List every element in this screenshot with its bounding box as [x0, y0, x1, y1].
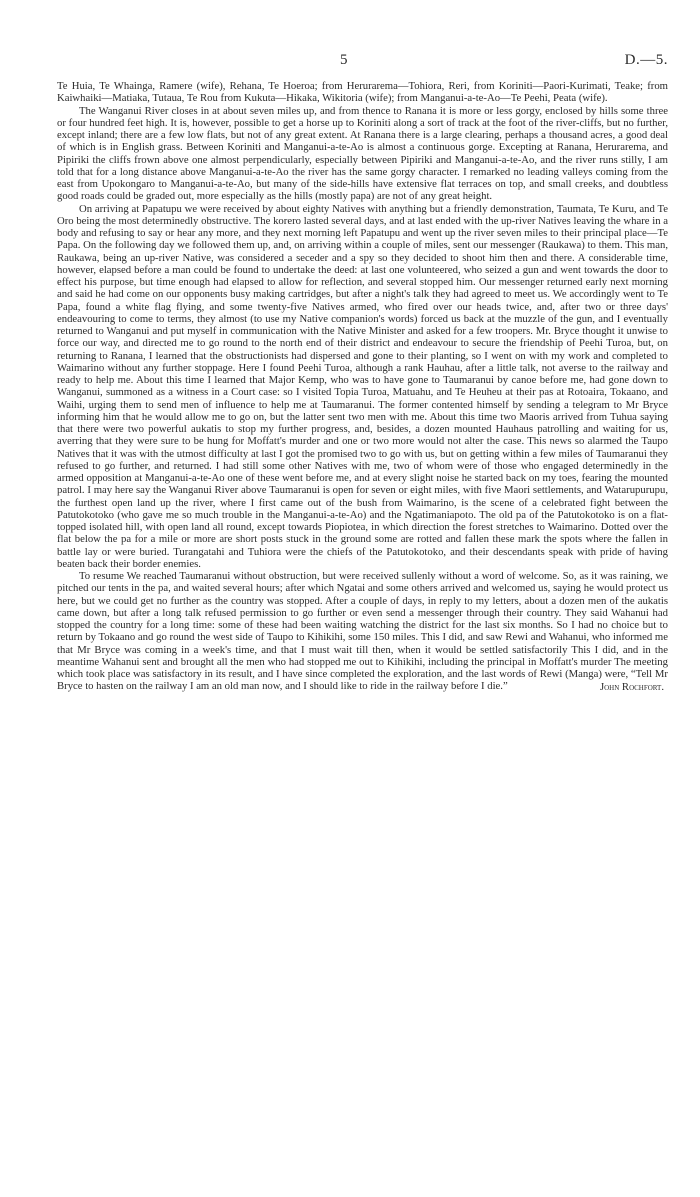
page-header — [0, 52, 700, 72]
page-number: 5 — [340, 52, 348, 68]
author-signature: John Rochfort. — [599, 680, 664, 693]
paragraph-river-description: The Wanganui River closes in at about seven miles up, and from thence to Ranana it is more or less gorgy, enclosed by hills some three or four hundred feet high. It is, however, possible to get a horse up to Koriniti along a sort of track at the foot of the river-cliffs, but no further, except inland; there are a few low flats, but not of any great extent. At Ranana there is a large clearing, perhaps a thousand acres, a good deal of which is in English grass. Between Koriniti and Manganui-a-te-Ao is almost a continuous gorge. Excepting at Ranana, Heruraremа, and Pipiriki the cliffs frown above one almost perpendicularly, especially between Pipiriki and Manganui-a-te-Ao, and the river runs stilly, I am told that for a long distance above Manganui-a-te-Ao the river has the same gorgy character. I remarked no leading valleys coming from the east from Upokongaro to Manganui-a-te-Ao, but many of the side-hills have extensive flat terraces on top, and small creeks, and doubtless good roads could be graded out, more especially as the hills (mostly papa) are not of any great height. — [57, 104, 668, 203]
paragraph-papatupu-account: On arriving at Papatupu we were received by about eighty Natives with anything but a friendly demonstration, Taumata, Te Kuru, and Te Oro being the most determinedly obstructive. The korero lasted several days, and at last ended with the up-river Natives leaving the whare in a body and refusing to say or hear any more, and they next morning left Papatupu and went up the river seven miles to their principal place—Te Papa. On the following day we followed them up, and, on arriving within a couple of miles, sent our messenger (Raukawa) to them. This man, Raukawa, being an up-river Native, was considered a seceder and a spy so they decided to shoot him then and there. A considerable time, however, elapsed before a man could be found to undertake the deed: at last one volunteered, who seized a gun and went towards the door to effect his purpose, but time enough had elapsed to allow for reflection, and several stopped him. Our messenger returned early next morning and said he had come on our opponents busy making cartridges, but after a night's talk they had agreed to meet us. We accordingly went to Te Papa, found a white flag flying, and some twenty-five Natives armed, who fired over our heads twice, and, after two or three days' endeavouring to come to terms, they almost (to use my Native companion's words) forced us back at the muzzle of the gun, and I eventually returned to Wanganui and put myself in communication with the Native Minister and asked for a few troopers. Mr. Bryce thought it unwise to force our way, and directed me to go round to the north end of their district and endeavour to secure the friendship of Peehi Turoa, but, on returning to Ranana, I learned that the obstructionists had dispersed and gone to their planting, so I went on with my work and completed to Waimarino without any further stoppage. Here I found Peehi Turoa, although a rank Hauhau, after a little talk, not averse to the railway and ready to help me. About this time I learned that Major Kemp, who was to have gone to Taumaranui by canoe before me, had gone down to Wanganui, summoned as a witness in a Court case: so I visited Topia Turoa, Matuahu, and Te Heuheu at their pas at Rotoaira, Tokaano, and Waihi, urging them to send men of influence to help me at Taumaranui. The former contented himself by sending a telegram to Mr Bryce informing him that he would allow me to go on, but the latter sent two men with me. About this time two Maoris arrived from Tuhua saying that there were two powerful aukatis to stop my further progress, and, besides, a dozen mounted Hauhaus patrolling and waiting for us, averring that they were sure to be hung for Moffatt's murder and one or two more would not alter the case. This news so alarmed the Taupo Natives that it was with the utmost difficulty at last I got the promised two to go with us, but on getting within a few miles of Taumaranui they refused to go further, and returned. I had still some other Natives with me, two of whom were of those who engaged determinedly in the armed opposition at Manganui-a-te-Ao one of these went before me, and at every slight noise he started back on my toes, fearing the mounted patrol. I may here say the Wanganui River above Taumaranui is open for seven or eight miles, with five Maori settlements, and Watarupurupu, the furthest open land up the river, where I first came out of the bush from Waimarino, is the scene of a celebrated fight between the Patutokotoko (who gave me so much trouble in the Manganui-a-te-Ao) and the Ngatimaniapoto. The old pa of the Patutokotoko is on a flat-topped isolated hill, with open land all round, except towards Piopiotea, in which direction the forest stretches to Waimarino. Dotted over the flat below the pa for a mile or more are short posts stuck in the ground some are rotted and fallen these mark the spots where the fallen in battle lay or were buried. Turangatahi and Tuhiora were the chiefs of the Patutokotoko, and their descendants speak with pride of having beaten back their border enemies. — [57, 202, 668, 570]
document-reference: D.—5. — [624, 52, 668, 68]
body-text — [57, 80, 668, 693]
paragraph-name-list: Te Huia, Te Whainga, Ramere (wife), Rehana, Te Hoeroa; from Heruraremа—Tohiora, Reri, from Koriniti—Paori-Kurimati, Teake; from Kaiwhaiki—Matiaka, Tutaua, Te Rou from Kukuta—Hikaka, Wikitoria (wife); from Manganui-a-te-Ao—Te Peehi, Peata (wife). — [57, 80, 668, 105]
paragraph-taumaranui-account: To resume We reached Taumaranui without obstruction, but were received sullenly without a word of welcome. So, as it was raining, we pitched our tents in the pa, and waited several hours; after which Ngatai and some others arrived and welcomed us, saying he would protect us here, but we could get no further as the country was stopped. After a couple of days, in reply to my letters, about a dozen men of the aukatis came down, but after a long talk refused permission to go further or even send a messenger through their country. They said Wahanui had stopped the country for a long time: some of these had been waiting watching the district for the last six months. So I had no choice but to return by Tokaano and go round the west side of Taupo to Kihikihi, some 150 miles. This I did, and saw Rewi and Wahanui, who informed me that Mr Bryce was coming in a week's time, and that I must wait till then, when it would be settled satisfactorily This I did, and in the meantime Wahanui sent and brought all the men who had stopped me out to Kihikihi, including the principal in Moffatt's murder The meeting which took place was satisfactory in its result, and I have since completed the exploration, and the last words of Rewi (Manga) were, “Tell Mr Bryce to hasten on the railway I am an old man now, and I should like to ride in the railway before I die.” — [57, 570, 668, 693]
